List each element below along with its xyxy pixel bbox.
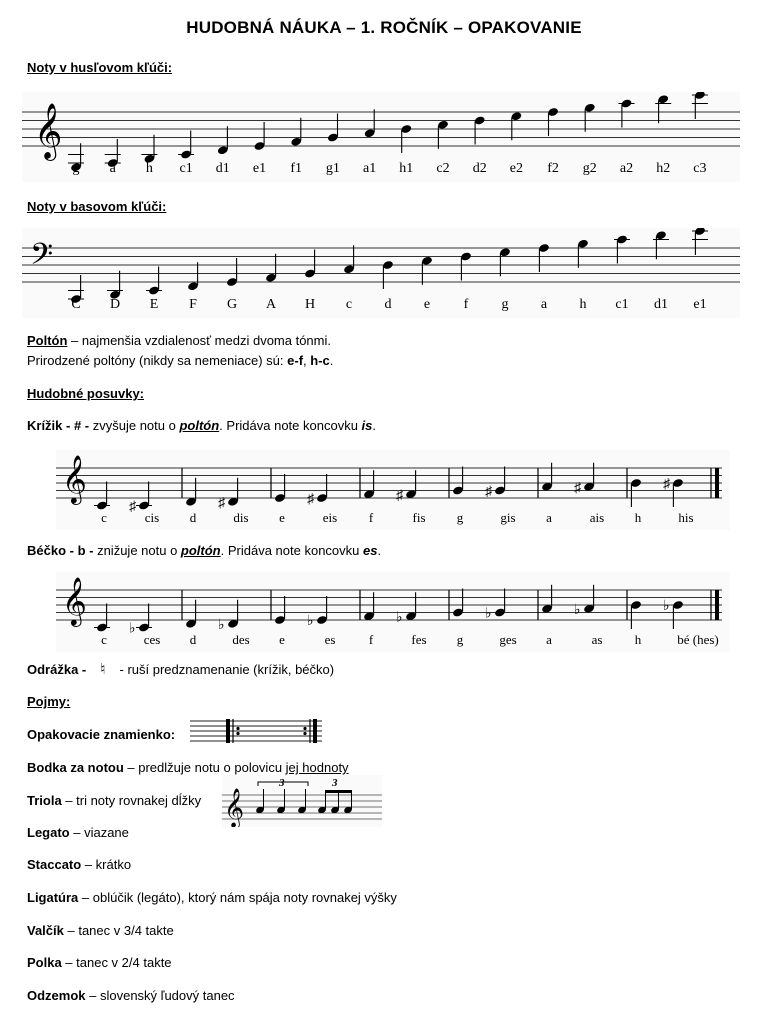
valcik-definition <box>27 923 174 938</box>
sharp-note-label: h <box>634 510 642 525</box>
bass-note-label: H <box>304 297 316 312</box>
sharp-note-label: g <box>456 510 464 525</box>
polka-text: – tanec v 2/4 takte <box>61 955 172 970</box>
period: . <box>372 418 376 433</box>
flat-sign-icon: ♭ <box>574 602 581 618</box>
flat-note-label: g <box>456 632 464 647</box>
valcik-term: Valčík <box>27 923 64 938</box>
bass-note-label: C <box>71 297 81 312</box>
triplet-definition <box>27 793 201 808</box>
flat-sign-icon: ♭ <box>396 610 403 626</box>
flat-sign-icon: ♭ <box>485 606 492 622</box>
sharp-sign-icon: ♯ <box>485 484 492 500</box>
treble-note-label: g1 <box>325 161 340 176</box>
flat-sign-icon: ♭ <box>663 599 670 614</box>
natural-semitones <box>27 353 333 368</box>
odzemok-term: Odzemok <box>27 988 86 1003</box>
bass-clef-icon: 𝄢 <box>30 238 54 278</box>
sharp-sign-icon: ♯ <box>574 480 581 496</box>
sharp-note-label: ais <box>589 510 605 525</box>
page-title: HUDOBNÁ NÁUKA – 1. ROČNÍK – OPAKOVANIE <box>186 18 582 37</box>
ligatura-definition <box>27 890 397 905</box>
repeat-sign-figure <box>190 715 322 747</box>
sharp-note-label: d <box>189 510 197 525</box>
accidentals-heading: Hudobné posuvky: <box>27 386 145 401</box>
sharp-emphasis: poltón <box>179 418 220 433</box>
treble-note-label: c1 <box>179 161 193 176</box>
sharp-suffix: is <box>361 418 373 433</box>
polka-term: Polka <box>27 955 62 970</box>
concepts-heading: Pojmy: <box>27 694 71 709</box>
treble-note-label: h2 <box>656 161 671 176</box>
polka-definition <box>27 955 172 970</box>
bass-note-label: d <box>384 297 392 312</box>
bass-note-label: E <box>149 297 159 312</box>
treble-staff-figure <box>22 92 740 182</box>
staccato-definition <box>27 857 131 872</box>
odzemok-definition <box>27 988 235 1003</box>
bass-note-label: f <box>463 297 469 312</box>
sharp-note-label: e <box>279 510 285 525</box>
bass-note-label: d1 <box>654 297 668 312</box>
dot-definition <box>27 760 349 775</box>
flat-note-label: fes <box>411 632 427 647</box>
repeat-end-thick-bar <box>313 719 317 743</box>
natural-text: - ruší predznamenanie (krížik, béčko) <box>119 662 335 677</box>
valcik-text: – tanec v 3/4 takte <box>63 923 174 938</box>
semitone-pair-hc: h-c <box>310 353 330 368</box>
treble-clef-icon: 𝄞 <box>62 579 87 625</box>
dot-text: – predlžuje notu o polovicu <box>123 760 286 775</box>
staccato-term: Staccato <box>27 857 82 872</box>
sharp-sign-icon: ♯ <box>307 492 314 507</box>
bass-heading: Noty v basovom kľúči: <box>27 199 167 214</box>
treble-note-label: f1 <box>290 161 303 176</box>
natural-semitones-prefix: Prirodzené poltóny (nikdy sa nemeniace) sú: <box>27 353 288 368</box>
sharp-sign-icon: ♯ <box>396 488 403 504</box>
flat-text-2: . Pridáva note koncovku <box>220 543 363 558</box>
treble-heading: Noty v husľovom kľúči: <box>27 60 173 75</box>
legato-term: Legato <box>27 825 70 840</box>
final-bar-thick <box>715 468 719 498</box>
sharp-note-label: f <box>368 510 374 525</box>
sharp-note-label: eis <box>322 510 338 525</box>
flat-note-label: h <box>634 632 642 647</box>
sharp-note-label: fis <box>412 510 426 525</box>
treble-note-label: d2 <box>472 161 487 176</box>
dot-term: Bodka za notou <box>27 760 124 775</box>
flat-term: Béčko - b - <box>27 543 94 558</box>
treble-clef-icon: 𝄞 <box>34 105 63 158</box>
treble-note-label: a <box>109 161 116 176</box>
period: . <box>329 353 334 368</box>
repeat-start-thick-bar <box>226 719 230 743</box>
bass-note-label: e1 <box>693 297 707 312</box>
flat-note-label: ces <box>143 632 161 647</box>
repeat-term: Opakovacie znamienko: <box>27 727 176 742</box>
bass-note-label: G <box>226 297 238 312</box>
flat-note-label: es <box>324 632 336 647</box>
odzemok-text: – slovenský ľudový tanec <box>85 988 235 1003</box>
treble-note-label: f2 <box>547 161 559 176</box>
semitone-pair-ef: e-f <box>287 353 304 368</box>
polton-def: – najmenšia vzdialenosť medzi dvoma tónmi. <box>67 333 331 348</box>
bass-note-label: c1 <box>615 297 629 312</box>
triplet-term: Triola <box>27 793 62 808</box>
bass-note-label: F <box>189 297 197 312</box>
treble-note-label: g2 <box>582 161 597 176</box>
treble-note-label: c2 <box>436 161 450 176</box>
flat-emphasis: poltón <box>180 543 221 558</box>
flat-sign-icon: ♭ <box>129 621 136 637</box>
treble-note-label: g <box>72 161 80 176</box>
sharp-note-label: cis <box>144 510 160 525</box>
triplet-figure <box>222 775 382 827</box>
flat-staff-figure <box>56 572 730 652</box>
flat-note-label: e <box>279 632 285 647</box>
polton-term: Poltón <box>27 333 68 348</box>
sharp-definition <box>27 418 376 433</box>
treble-note-label: h <box>145 161 153 176</box>
treble-clef-icon: 𝄞 <box>224 790 245 827</box>
natural-definition <box>27 660 334 678</box>
sharp-note-label: dis <box>233 510 249 525</box>
legato-text: – viazane <box>69 825 129 840</box>
bass-note-label: A <box>265 297 277 312</box>
bass-note-label: h <box>579 297 587 312</box>
beam <box>325 790 352 793</box>
bass-note-label: e <box>423 297 431 312</box>
dot-underlined: jej hodnoty <box>285 760 349 775</box>
treble-note-label: e2 <box>509 161 524 176</box>
sharp-text: zvyšuje notu o <box>89 418 180 433</box>
triplet-text: – tri noty rovnakej dĺžky <box>61 793 202 808</box>
flat-note-label: ges <box>499 632 517 647</box>
sharp-note-label: c <box>101 510 107 525</box>
sharp-sign-icon: ♯ <box>129 499 136 515</box>
flat-note-label: as <box>591 632 603 647</box>
flat-sign-icon: ♭ <box>307 614 314 629</box>
treble-note-label: d1 <box>215 161 230 176</box>
bass-note-label: D <box>109 297 121 312</box>
sharp-staff-figure <box>56 450 730 530</box>
final-bar-thick <box>715 590 719 620</box>
treble-note-label: a1 <box>362 161 377 176</box>
flat-note-label: bé (hes) <box>677 632 719 647</box>
natural-sign-icon: ♮ <box>100 660 106 678</box>
sharp-sign-icon: ♯ <box>218 495 225 511</box>
separator: , <box>303 353 311 368</box>
triplet-mark-right: 3 <box>332 777 338 789</box>
legato-definition <box>27 825 129 840</box>
treble-clef-icon: 𝄞 <box>62 457 87 503</box>
flat-text: znižuje notu o <box>93 543 181 558</box>
ligatura-term: Ligatúra <box>27 890 79 905</box>
bass-note-label: g <box>501 297 509 312</box>
flat-definition <box>27 543 381 558</box>
flat-note-label: des <box>232 632 250 647</box>
staccato-text: – krátko <box>81 857 132 872</box>
bass-staff-figure <box>22 228 740 318</box>
bass-note-label: c <box>345 297 353 312</box>
triplet-mark-left: 3 <box>279 777 285 789</box>
flat-note-label: d <box>189 632 197 647</box>
sharp-note-label: a <box>546 510 552 525</box>
flat-note-label: a <box>546 632 552 647</box>
polton-definition <box>27 333 331 348</box>
flat-note-label: f <box>368 632 374 647</box>
flat-suffix: es <box>363 543 378 558</box>
bass-note-label: a <box>540 297 548 312</box>
sharp-note-label: gis <box>500 510 516 525</box>
ligatura-text: – oblúčik (legáto), ktorý nám spája noty rovnakej výšky <box>78 890 397 905</box>
sharp-note-label: his <box>678 510 694 525</box>
sharp-text-2: . Pridáva note koncovku <box>219 418 362 433</box>
flat-note-label: c <box>101 632 107 647</box>
treble-note-label: e1 <box>252 161 267 176</box>
period: . <box>377 543 382 558</box>
treble-note-label: a2 <box>619 161 634 176</box>
treble-note-label: h1 <box>399 161 414 176</box>
sharp-term: Krížik - # - <box>27 418 90 433</box>
treble-note-label: c3 <box>693 161 707 176</box>
sharp-sign-icon: ♯ <box>663 477 670 492</box>
natural-term: Odrážka - <box>27 662 87 677</box>
flat-sign-icon: ♭ <box>218 617 225 633</box>
